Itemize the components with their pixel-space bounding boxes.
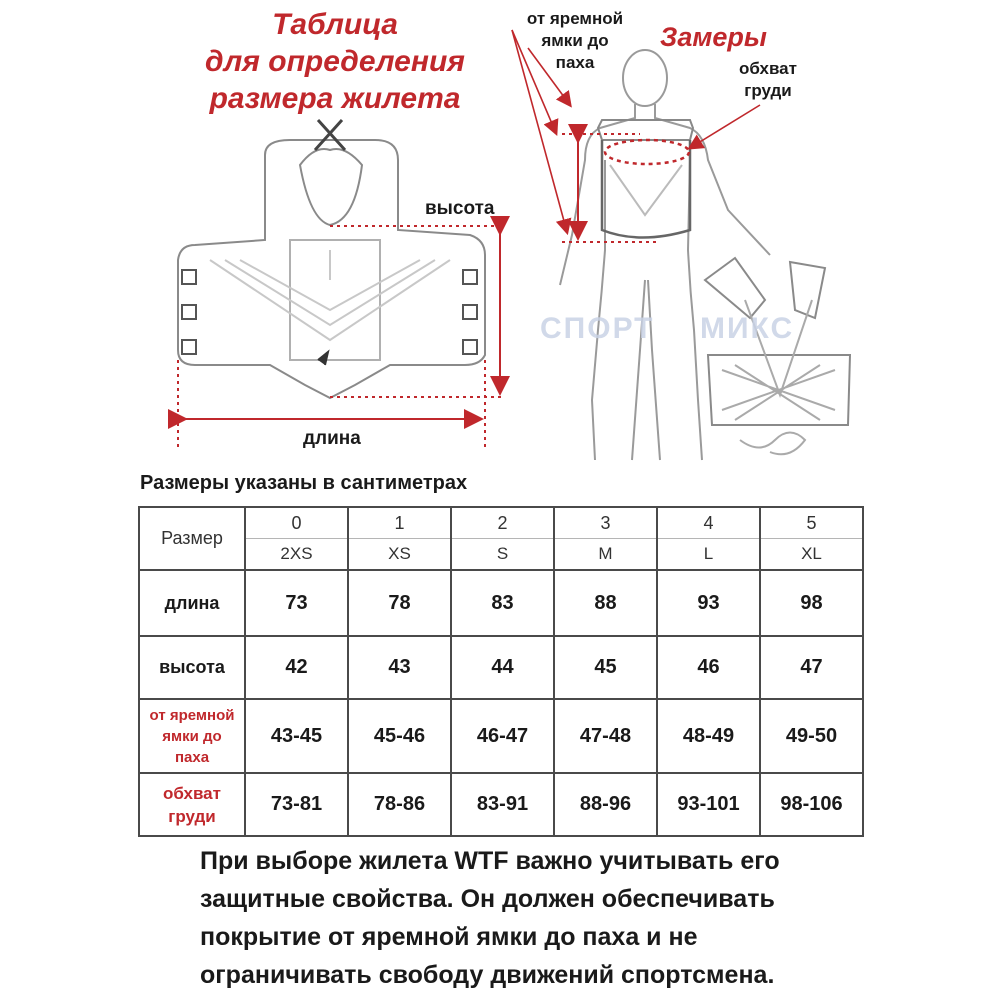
note-line: защитные свойства. Он должен обеспечивать: [200, 885, 775, 913]
vest-height-label: высота: [425, 198, 495, 219]
vest-length-label: длина: [303, 428, 361, 449]
size-code: XS: [348, 539, 451, 571]
table-cell: 98: [760, 570, 863, 636]
table-row-chest-girth: [139, 773, 863, 836]
table-header-sizes: [139, 539, 863, 571]
table-cell: 93: [657, 570, 760, 636]
note-line: ограничивать свободу движений спортсмена.: [200, 961, 775, 989]
table-cell: 43-45: [245, 699, 348, 773]
table-cell: 47-48: [554, 699, 657, 773]
row-label-line: груди: [168, 806, 216, 826]
note-line: покрытие от яремной ямки до паха и не: [200, 923, 698, 951]
neck-label-line-3: паха: [555, 53, 595, 72]
neck-label-line-2: ямки до: [541, 31, 609, 50]
chest-label-line-2: груди: [744, 81, 792, 100]
table-cell: 98-106: [760, 773, 863, 836]
title-line-1: Таблица: [272, 8, 398, 41]
table-cell: 45-46: [348, 699, 451, 773]
vest-back-drawing: [705, 258, 850, 454]
table-cell: 46: [657, 636, 760, 699]
table-caption: Размеры указаны в сантиметрах: [140, 472, 468, 494]
size-number: 3: [554, 507, 657, 539]
table-cell: 78: [348, 570, 451, 636]
table-cell: 83-91: [451, 773, 554, 836]
table-cell: 48-49: [657, 699, 760, 773]
watermark-left: СПОРТ: [540, 312, 655, 345]
row-label-line: ямки до: [162, 727, 222, 745]
illustration-layer: [0, 0, 1000, 470]
row-label: [139, 773, 245, 836]
note-line: При выборе жилета WTF важно учитывать его: [200, 847, 780, 875]
size-table: [138, 506, 864, 837]
table-cell: 49-50: [760, 699, 863, 773]
measurements-title: Замеры: [660, 22, 767, 52]
row-label: высота: [139, 636, 245, 699]
title-line-2: для определения: [205, 45, 465, 78]
table-cell: 93-101: [657, 773, 760, 836]
size-number: 4: [657, 507, 760, 539]
size-number: 0: [245, 507, 348, 539]
row-label-line: от яремной: [149, 706, 235, 724]
table-cell: 73-81: [245, 773, 348, 836]
table-cell: 43: [348, 636, 451, 699]
table-cell: 44: [451, 636, 554, 699]
row-label: длина: [139, 570, 245, 636]
table-row-neck-to-groin: [139, 699, 863, 773]
row-label-line: обхват: [163, 783, 221, 803]
row-label: [139, 699, 245, 773]
person-figure: [560, 50, 770, 460]
neck-to-groin-marker: [562, 134, 660, 242]
table-cell: 78-86: [348, 773, 451, 836]
table-header-numbers: [139, 507, 863, 539]
vest-size-table-title: [190, 6, 480, 117]
table-cell: 88: [554, 570, 657, 636]
table-cell: 46-47: [451, 699, 554, 773]
table-cell: 45: [554, 636, 657, 699]
table-row-height: [139, 636, 863, 699]
table-cell: 73: [245, 570, 348, 636]
size-code: L: [657, 539, 760, 571]
size-number: 1: [348, 507, 451, 539]
size-header-cell: Размер: [139, 507, 245, 570]
table-cell: 88-96: [554, 773, 657, 836]
neck-label-line-1: от яремной: [526, 9, 624, 28]
size-number: 5: [760, 507, 863, 539]
size-code: S: [451, 539, 554, 571]
chest-label-line-1: обхват: [739, 59, 797, 78]
neck-to-groin-label: [510, 8, 640, 74]
vest-flat-drawing: [178, 120, 485, 398]
table-cell: 83: [451, 570, 554, 636]
vest-height-marker: [330, 226, 505, 397]
table-cell: 47: [760, 636, 863, 699]
watermark-right: МИКС: [700, 312, 795, 345]
row-label-line: паха: [174, 748, 210, 766]
table-row-length: [139, 570, 863, 636]
chest-girth-marker: [605, 140, 689, 164]
size-number: 2: [451, 507, 554, 539]
size-code: XL: [760, 539, 863, 571]
table-cell: 42: [245, 636, 348, 699]
title-line-3: размера жилета: [209, 82, 461, 115]
size-code: M: [554, 539, 657, 571]
chest-girth-label: [728, 58, 808, 102]
size-code: 2XS: [245, 539, 348, 571]
selection-note: [200, 842, 840, 994]
